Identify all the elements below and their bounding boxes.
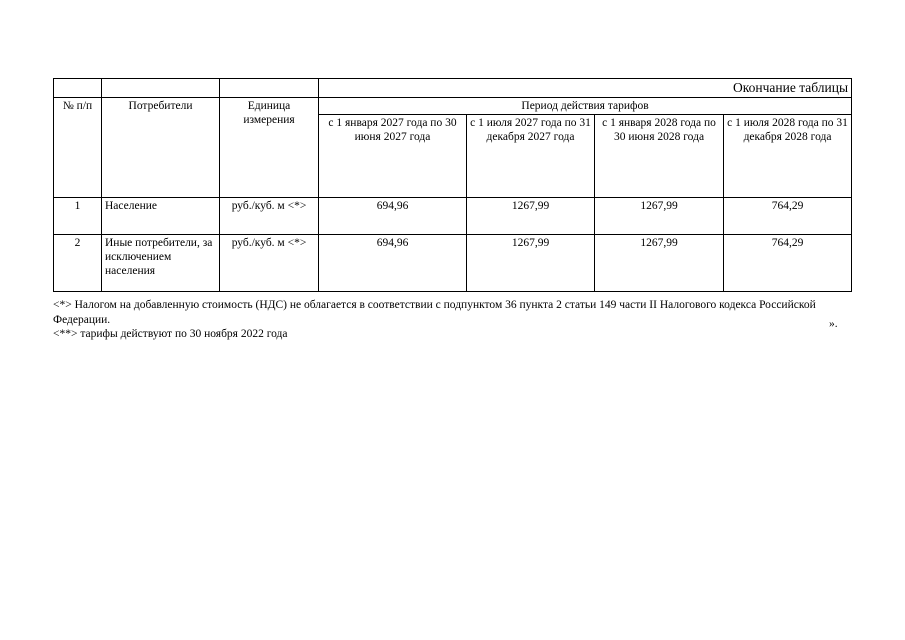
footnotes xyxy=(53,298,843,342)
row-number: 2 xyxy=(54,235,102,292)
header-number: № п/п xyxy=(54,98,102,198)
header-period-4: с 1 июля 2028 года по 31 декабря 2028 года xyxy=(724,115,852,198)
table-row xyxy=(54,198,852,235)
row-value: 764,29 xyxy=(724,235,852,292)
caption-row xyxy=(54,79,852,98)
row-value: 764,29 xyxy=(724,198,852,235)
tariff-table xyxy=(53,78,852,292)
empty-cell xyxy=(102,79,220,98)
row-unit: руб./куб. м <*> xyxy=(220,235,319,292)
footnote-vat: <*> Налогом на добавленную стоимость (НДС) не облагается в соответствии с подпунктом 36 пункта 2 статьи 149 части II Налогового кодекса Российской Федерации. xyxy=(53,299,816,326)
row-value: 1267,99 xyxy=(467,198,595,235)
row-value: 1267,99 xyxy=(467,235,595,292)
header-unit: Единица измерения xyxy=(220,98,319,198)
row-consumer: Иные потребители, за исключением населения xyxy=(102,235,220,292)
closing-quote-mark: ». xyxy=(829,318,838,330)
row-number: 1 xyxy=(54,198,102,235)
footnote-validity: <**> тарифы действуют по 30 ноября 2022 года xyxy=(53,328,288,340)
header-consumers: Потребители xyxy=(102,98,220,198)
row-value: 694,96 xyxy=(319,235,467,292)
row-consumer: Население xyxy=(102,198,220,235)
header-row xyxy=(54,98,852,115)
header-period: Период действия тарифов xyxy=(319,98,852,115)
row-value: 1267,99 xyxy=(595,235,724,292)
row-value: 1267,99 xyxy=(595,198,724,235)
header-period-2: с 1 июля 2027 года по 31 декабря 2027 года xyxy=(467,115,595,198)
empty-cell xyxy=(220,79,319,98)
table-caption: Окончание таблицы xyxy=(319,79,852,98)
header-period-1: с 1 января 2027 года по 30 июня 2027 года xyxy=(319,115,467,198)
empty-cell xyxy=(54,79,102,98)
row-value: 694,96 xyxy=(319,198,467,235)
row-unit: руб./куб. м <*> xyxy=(220,198,319,235)
header-period-3: с 1 января 2028 года по 30 июня 2028 года xyxy=(595,115,724,198)
table-row xyxy=(54,235,852,292)
